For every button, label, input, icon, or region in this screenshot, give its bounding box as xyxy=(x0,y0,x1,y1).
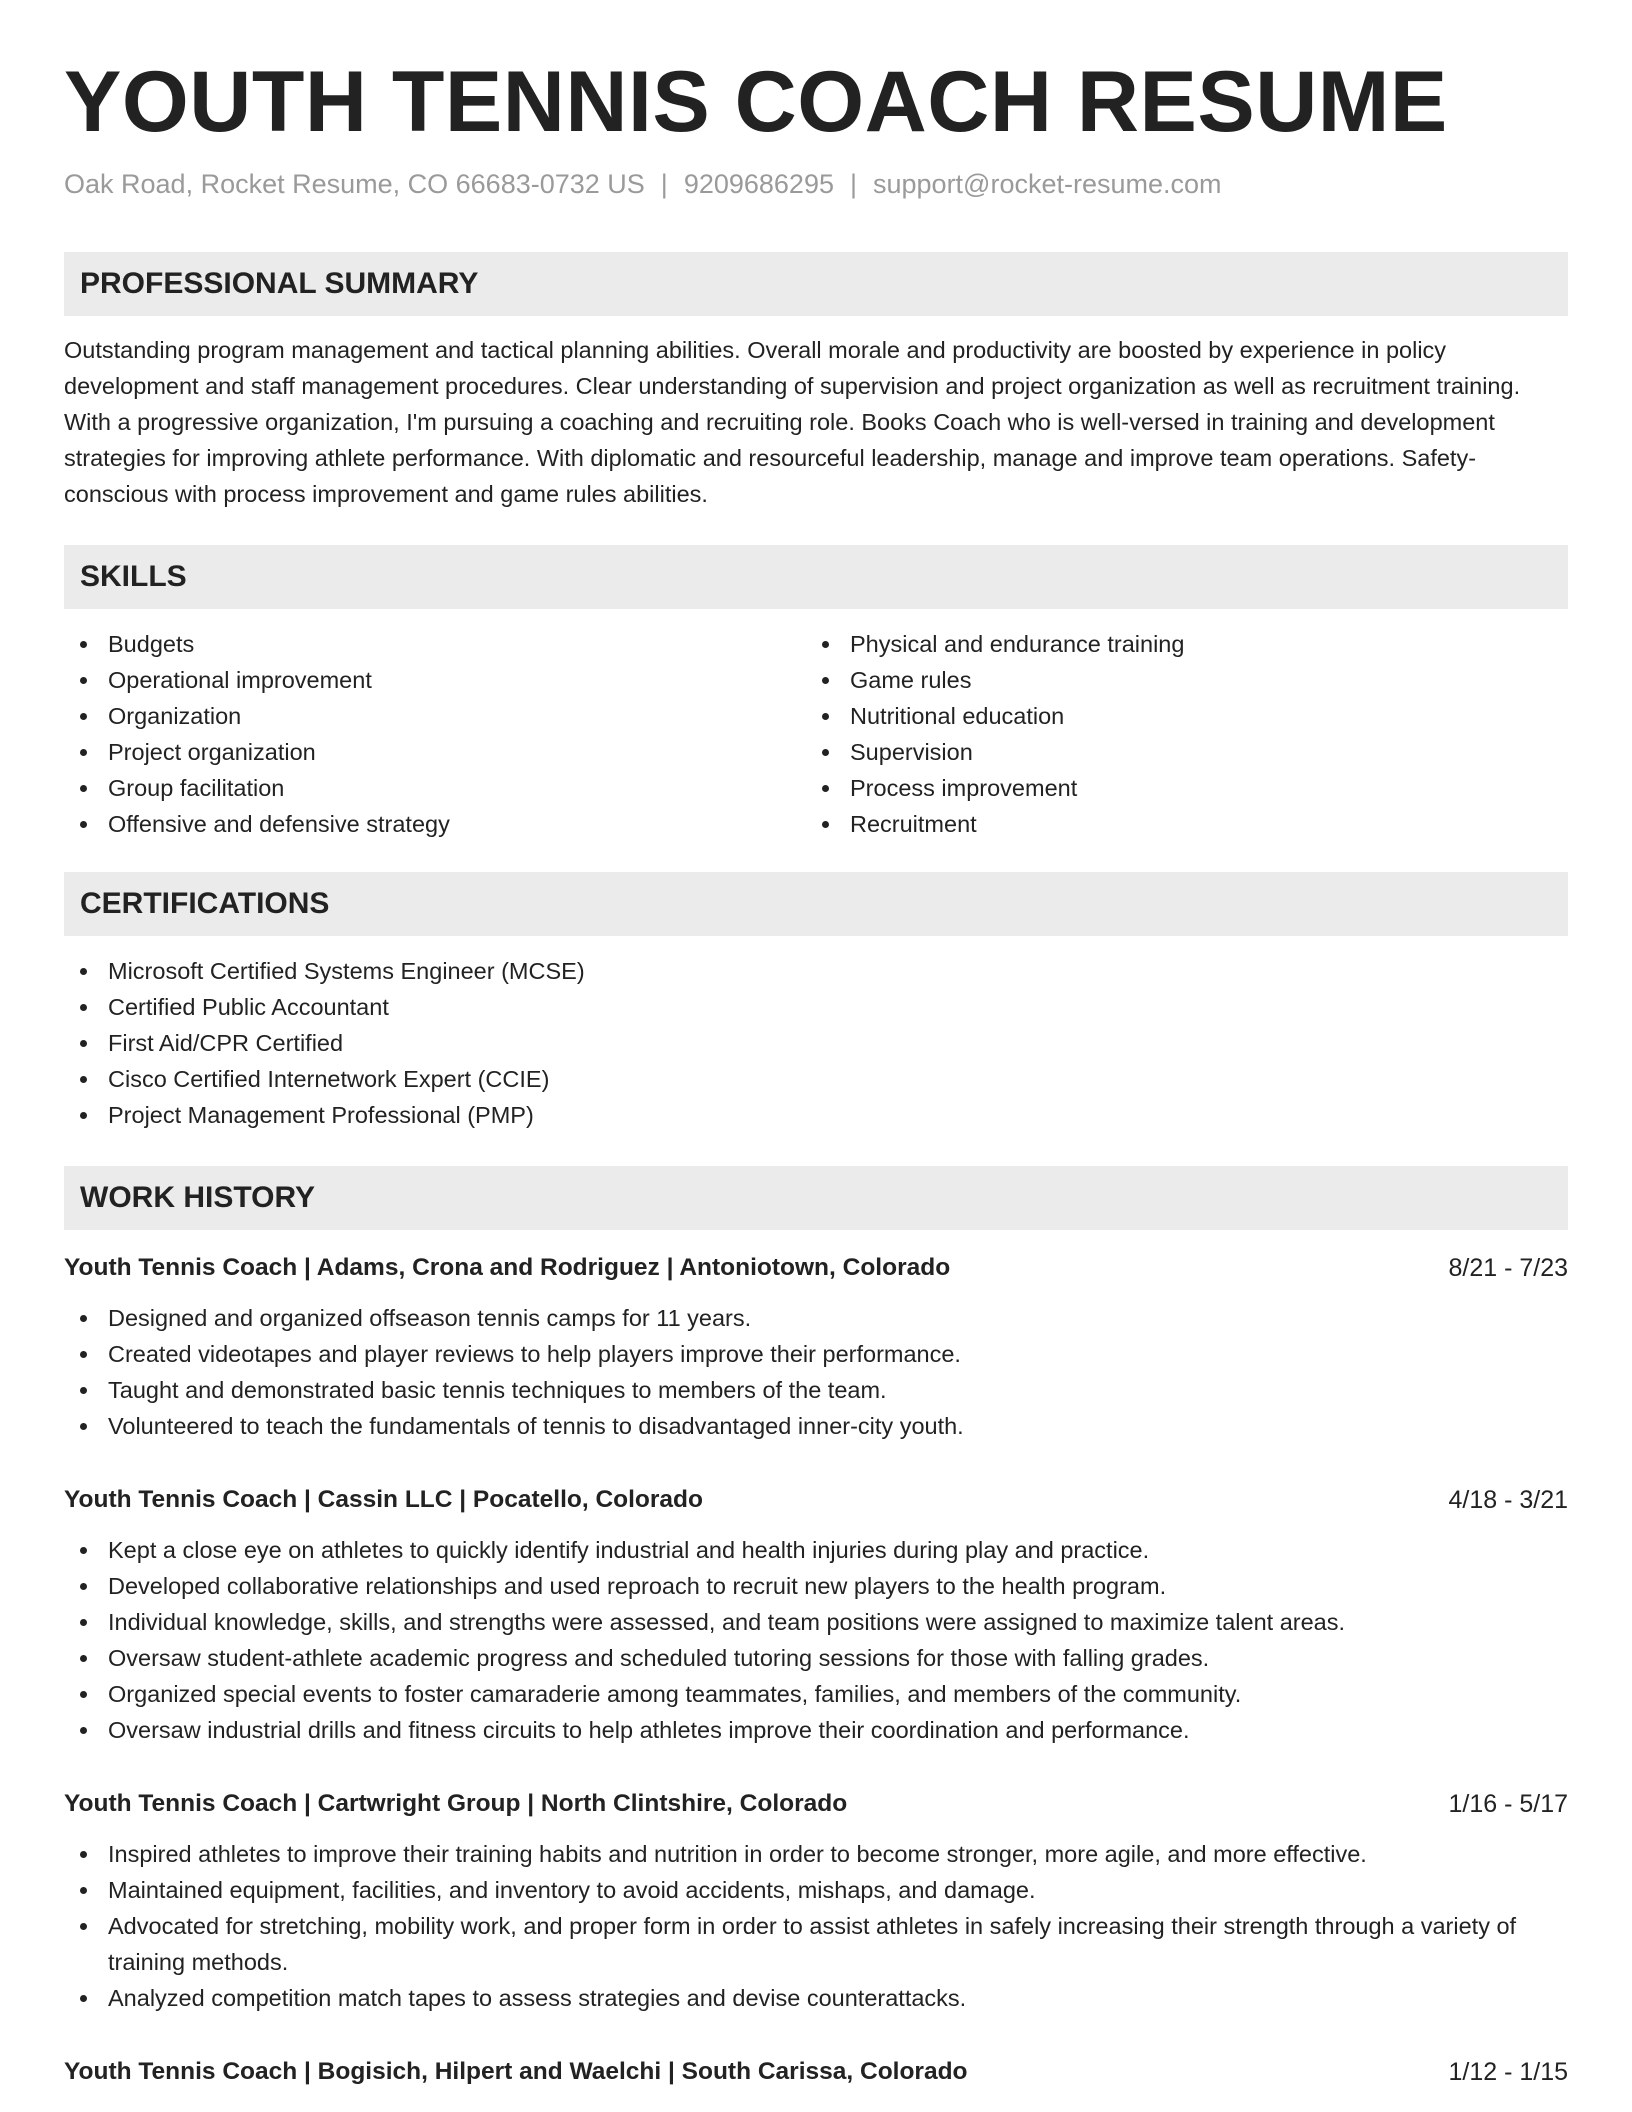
skill-item: Physical and endurance training xyxy=(806,626,1566,662)
job-bullets xyxy=(64,1532,1568,1748)
job-title: Youth Tennis Coach | Bogisich, Hilpert and Waelchi | South Carissa, Colorado xyxy=(64,2058,968,2085)
skill-item: Game rules xyxy=(806,662,1566,698)
job-bullet: Analyzed competition match tapes to assess strategies and devise counterattacks. xyxy=(64,1980,1568,2016)
job-bullet: Individual knowledge, skills, and strengths were assessed, and team positions were assigned to maximize talent areas. xyxy=(64,1604,1568,1640)
job-bullets xyxy=(64,1836,1568,2016)
job-bullet: Volunteered to teach the fundamentals of tennis to disadvantaged inner-city youth. xyxy=(64,1408,1568,1444)
section-header-skills: SKILLS xyxy=(64,545,1568,609)
certification-item: Project Management Professional (PMP) xyxy=(64,1097,1568,1133)
contact-separator: | xyxy=(660,169,668,199)
job-bullet: Maintained equipment, facilities, and inventory to avoid accidents, mishaps, and damage. xyxy=(64,1872,1568,1908)
skill-item: Recruitment xyxy=(806,806,1566,842)
resume-title: YOUTH TENNIS COACH RESUME xyxy=(64,54,1448,150)
job-dates: 1/12 - 1/15 xyxy=(1448,2058,1568,2086)
job-title: Youth Tennis Coach | Adams, Crona and Rodriguez | Antoniotown, Colorado xyxy=(64,1254,951,1281)
job-dates: 4/18 - 3/21 xyxy=(1448,1486,1568,1514)
skill-item: Project organization xyxy=(64,734,804,770)
job-header xyxy=(64,1480,1568,1520)
skills-list-left xyxy=(64,626,804,842)
certifications-list xyxy=(64,953,1568,1133)
job-title: Youth Tennis Coach | Cartwright Group | North Clintshire, Colorado xyxy=(64,1790,848,1817)
job-header xyxy=(64,1784,1568,1824)
job-bullet: Advocated for stretching, mobility work, and proper form in order to assist athletes in safely increasing their strength through a variety of training methods. xyxy=(64,1908,1568,1980)
job-bullet: Kept a close eye on athletes to quickly identify industrial and health injuries during play and practice. xyxy=(64,1532,1568,1568)
skill-item: Supervision xyxy=(806,734,1566,770)
job-bullet: Oversaw industrial drills and fitness circuits to help athletes improve their coordination and performance. xyxy=(64,1712,1568,1748)
certification-item: Microsoft Certified Systems Engineer (MCSE) xyxy=(64,953,1568,989)
skill-item: Nutritional education xyxy=(806,698,1566,734)
certification-item: Certified Public Accountant xyxy=(64,989,1568,1025)
contact-separator: | xyxy=(849,169,857,199)
contact-address: Oak Road, Rocket Resume, CO 66683-0732 US xyxy=(64,169,645,199)
job-bullet: Taught and demonstrated basic tennis techniques to members of the team. xyxy=(64,1372,1568,1408)
skill-item: Organization xyxy=(64,698,804,734)
skills-list-right xyxy=(806,626,1566,842)
job-bullet: Inspired athletes to improve their training habits and nutrition in order to become stronger, more agile, and more effective. xyxy=(64,1836,1568,1872)
job-bullet: Designed and organized offseason tennis camps for 11 years. xyxy=(64,1300,1568,1336)
skill-item: Offensive and defensive strategy xyxy=(64,806,804,842)
skill-item: Budgets xyxy=(64,626,804,662)
job-bullet: Developed collaborative relationships and used reproach to recruit new players to the health program. xyxy=(64,1568,1568,1604)
job-title: Youth Tennis Coach | Cassin LLC | Pocatello, Colorado xyxy=(64,1486,703,1513)
job-header xyxy=(64,1248,1568,1288)
job-bullet: Organized special events to foster camaraderie among teammates, families, and members of the community. xyxy=(64,1676,1568,1712)
skill-item: Process improvement xyxy=(806,770,1566,806)
skill-item: Operational improvement xyxy=(64,662,804,698)
section-header-certifications: CERTIFICATIONS xyxy=(64,872,1568,936)
job-bullet: Created videotapes and player reviews to help players improve their performance. xyxy=(64,1336,1568,1372)
certification-item: Cisco Certified Internetwork Expert (CCIE) xyxy=(64,1061,1568,1097)
job-bullet: Oversaw student-athlete academic progress and scheduled tutoring sessions for those with falling grades. xyxy=(64,1640,1568,1676)
contact-email: support@rocket-resume.com xyxy=(873,169,1222,199)
summary-text: Outstanding program management and tactical planning abilities. Overall morale and productivity are boosted by experience in policy development and staff management procedures. Clear understanding of supervision and project organization as well as recruitment training. With a progressive organization, I'm pursuing a coaching and recruiting role. Books Coach who is well-versed in training and development strategies for improving athlete performance. With diplomatic and resourceful leadership, manage and improve team operations. Safety-conscious with process improvement and game rules abilities. xyxy=(64,337,1521,507)
skill-item: Group facilitation xyxy=(64,770,804,806)
section-header-summary: PROFESSIONAL SUMMARY xyxy=(64,252,1568,316)
job-header xyxy=(64,2052,1568,2092)
job-dates: 1/16 - 5/17 xyxy=(1448,1790,1568,1818)
certification-item: First Aid/CPR Certified xyxy=(64,1025,1568,1061)
job-dates: 8/21 - 7/23 xyxy=(1448,1254,1568,1282)
contact-line xyxy=(64,166,1222,202)
section-header-work-history: WORK HISTORY xyxy=(64,1166,1568,1230)
contact-phone: 9209686295 xyxy=(683,169,834,199)
job-bullets xyxy=(64,1300,1568,1444)
